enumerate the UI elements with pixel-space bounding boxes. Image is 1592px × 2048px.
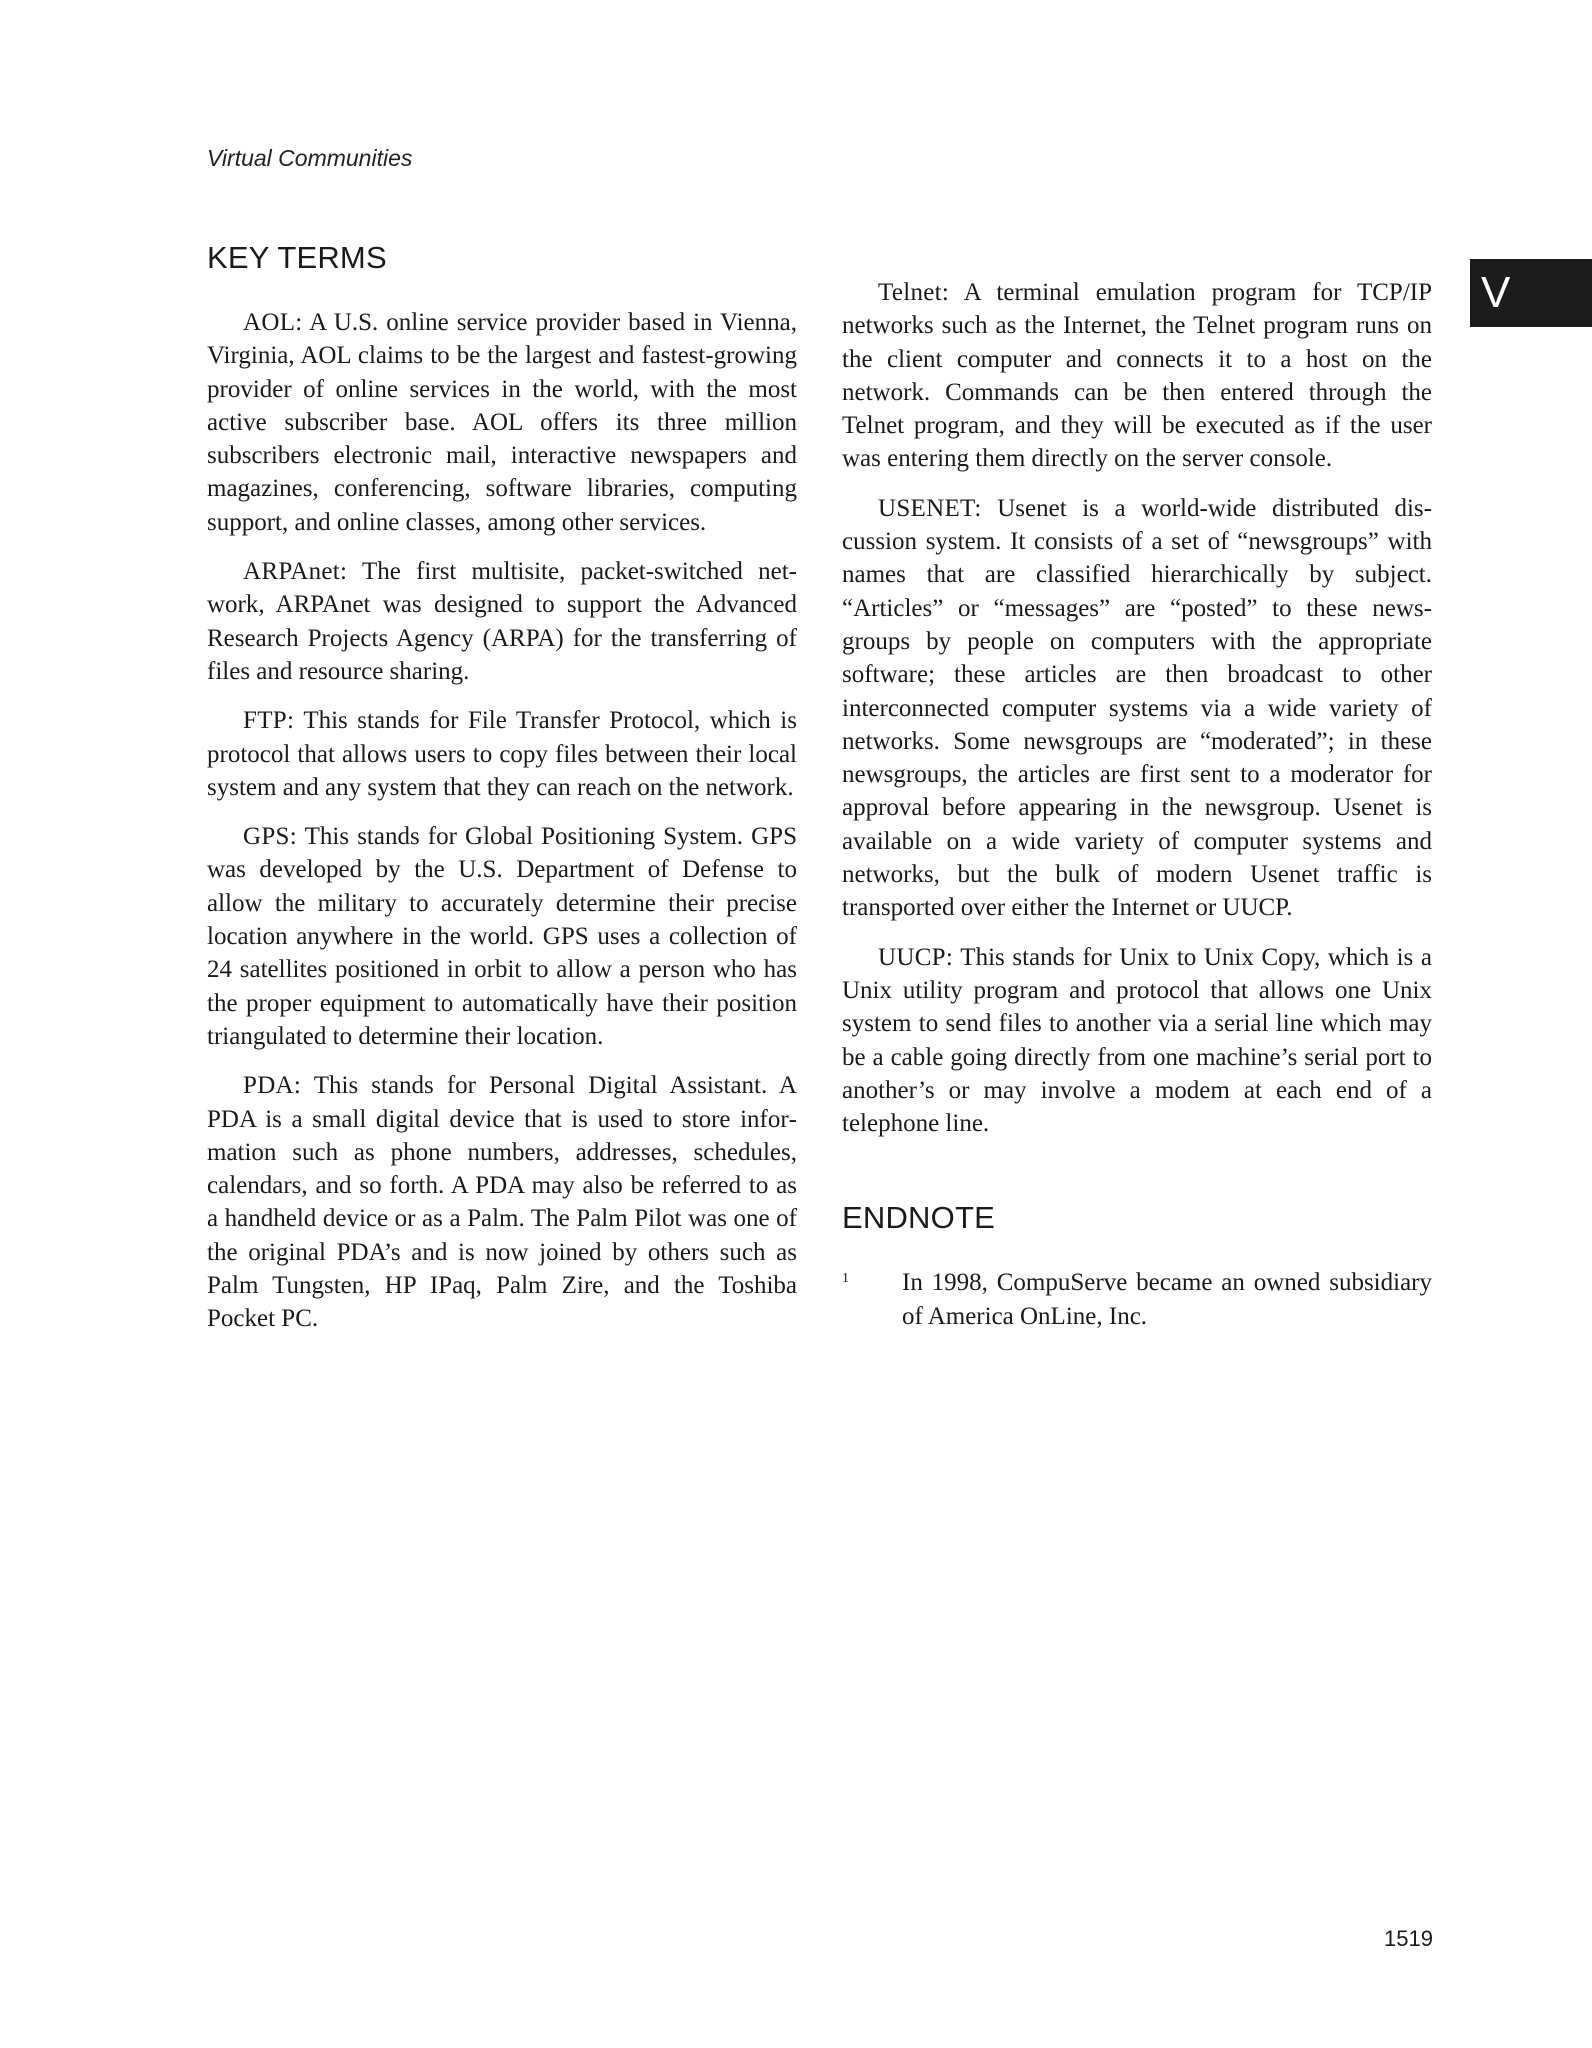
term-ftp [207,704,797,804]
term-definition: This stands for Global Positioning System. GPS was developed by the U.S. Department of Defense to allow the military to accurately determine their precise location anywhere in the world. GPS uses a collection of 24 satellites positioned in orbit to allow a person who has the proper equipment to automatically have their position triangulated to determine their location. [207,823,797,1050]
term-aol [207,306,797,539]
term-uucp [842,941,1432,1141]
endnote-heading: ENDNOTE [842,1200,995,1236]
term-telnet [842,276,1432,476]
term-name: GPS: [243,823,298,851]
section-thumb-tab [1470,259,1592,327]
term-name: UUCP: [878,943,954,971]
term-pda [207,1069,797,1335]
term-definition: Usenet is a world-wide distributed discussion system. It consists of a set of “newsgroups” with names that are classified hierarchically by subject. “Articles” or “messages” are “posted” to these newsgroups by people on computers with the appropriate software; these articles are then broadcast to other interconnected computer systems via a wide variety of networks. Some newsgroups are “moderated”; in these newsgroups, the articles are first sent to a moderator for approval before appearing in the newsgroup. Usenet is available on a wide variety of computer systems and networks, but the bulk of modern Usenet traffic is transported over either the Internet or UUCP. [842,494,1432,922]
term-gps [207,820,797,1053]
endnote-item [842,1266,1432,1333]
term-name: AOL: [243,309,303,336]
term-name: Telnet: [878,279,950,306]
term-usenet [842,492,1432,925]
term-definition: The first multisite, packet-switched network, ARPAnet was designed to support the Advanced Research Projects Agency (ARPA) for the transferring of files and resource sharing. [207,558,797,685]
term-arpanet [207,555,797,688]
thumb-tab-letter: V [1481,268,1511,317]
term-definition: A U.S. online service provider based in Vienna, Virginia, AOL claims to be the largest and fastest-growing provider of online services in the world, with the most active subscriber base. AOL offers its three million subscribers electronic mail, interactive newspapers and magazines, conferencing, software libraries, computing support, and online classes, among other services. [207,309,797,536]
term-definition: This stands for Unix to Unix Copy, which is a Unix utility program and protocol that allows one Unix system to send files to another via a serial line which may be a cable going directly from one machine’s serial port to another’s or may involve a modem at each end of a telephone line. [842,943,1432,1138]
term-name: PDA: [243,1072,302,1100]
right-column [842,276,1432,1333]
term-name: ARPAnet: [243,558,348,586]
endnote-text: In 1998, CompuServe became an owned subsidiary of America OnLine, Inc. [902,1269,1432,1330]
term-definition: This stands for Personal Digital Assistant. A PDA is a small digital device that is used to store information such as phone numbers, addresses, schedules, calendars, and so forth. A PDA may also be referred to as a handheld device or as a Palm. The Palm Pilot was one of the original PDA’s and is now joined by others such as Palm Tungsten, HP IPaq, Palm Zire, and the Toshiba Pocket PC. [207,1072,797,1333]
term-name: USENET: [878,494,982,522]
term-definition: This stands for File Transfer Protocol, which is protocol that allows users to copy files between their local system and any system that they can reach on the network. [207,707,797,801]
running-head: Virtual Communities [207,145,413,171]
endnote-mark: 1 [842,1271,849,1287]
page-number: 1519 [1384,1926,1433,1951]
key-terms-heading: KEY TERMS [207,240,387,275]
term-name: FTP: [243,707,295,735]
left-column [207,240,797,1352]
term-definition: A terminal emulation program for TCP/IP networks such as the Internet, the Telnet program runs on the client computer and connects it to a host on the network. Commands can be then entered through the Telnet program, and they will be executed as if the user was entering them directly on the server console. [842,279,1433,473]
